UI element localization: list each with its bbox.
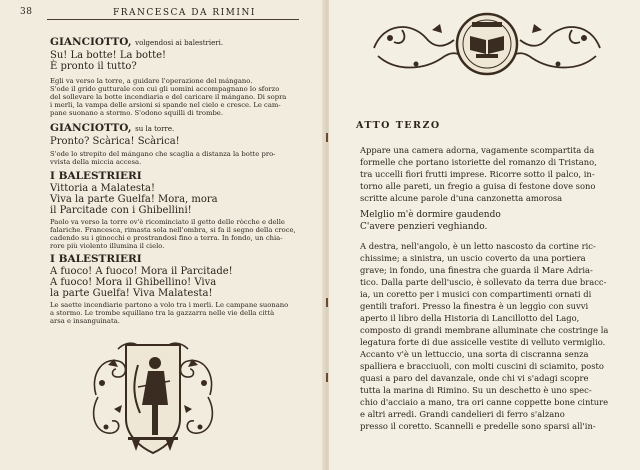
description-line: legatura forte di due assicelle vestite di velluto vermiglio. — [360, 337, 606, 347]
archer-vignette-illustration — [88, 335, 218, 460]
stage-direction-line: vvista della miccia accesa. — [50, 158, 142, 166]
description-line: scritte alcune parole d'una canzonetta amorosa — [360, 193, 563, 203]
description-line: torno alle pareti, un fregio a guisa di festone dove sono — [360, 181, 596, 191]
book-emblem-headpiece — [372, 8, 602, 80]
speaker-direction: volgendosi ai balestrieri. — [135, 39, 224, 47]
description-line: e altri arredi. Grandi candelieri di ferro s'alzano — [360, 409, 565, 419]
song-verse-line: C'avere penzieri veghiando. — [360, 222, 488, 232]
speaker-name: GIANCIOTTO, — [50, 122, 132, 134]
verse-line: A fuoco! A fuoco! Mora il Parcitade! — [50, 266, 233, 277]
description-line: A destra, nell'angolo, è un letto nascosto da cortine ric- — [360, 241, 596, 251]
description-line: Appare una camera adorna, vagamente scompartita da — [360, 145, 595, 155]
speaker-heading — [50, 36, 223, 48]
stage-direction-line: S'ode lo strepito del mángano che scaglia a distanza la botte pro- — [50, 150, 276, 158]
binding-mark — [326, 373, 328, 382]
speaker-direction: su la torre. — [135, 125, 175, 133]
description-line: chio d'acciaio a mano, tra ori canne coppette bone cinture — [360, 397, 609, 407]
description-line: ia, un coretto per i musici con compartimenti ornati di — [360, 289, 592, 299]
page-number: 38 — [20, 7, 33, 17]
verse-line: il Parcitade con i Ghibellini! — [50, 205, 192, 216]
description-line: presso il coretto. Scannelli e predelle sono sparsi all'in- — [360, 421, 596, 431]
stage-direction-line: a stormo. Le trombe squillano tra la gazzarra nelle vie della città — [50, 309, 275, 317]
description-line: gentili trafori. Presso la finestra è un leggìo con suvvi — [360, 301, 589, 311]
description-line: tutta la marina di Rimino. Su un deschetto è uno spec- — [360, 385, 592, 395]
description-line: tico. Dalla parte dell'uscio, è sollevato da terra due bracc- — [360, 277, 607, 287]
song-verse-line: Melglio m'è dormire gaudendo — [360, 210, 501, 220]
verse-line: A fuoco! Mora il Ghibellino! Viva — [50, 277, 217, 288]
description-line: tra uccelli fiori frutti imprese. Ricorre sotto il palco, in- — [360, 169, 595, 179]
speaker-heading — [50, 122, 174, 134]
stage-direction-line: i merli, la vampa delle arsioni si spande nel cielo e cresce. Le cam- — [50, 101, 281, 109]
stage-direction-line: rore più violento illumina il cielo. — [50, 242, 165, 250]
stage-direction-line: falariche. Francesca, rimasta sola nell'ombra, si fa il segno della croce, — [50, 226, 296, 234]
description-line: quasi a paro del davanzale, onde chi vi s'adagi scopre — [360, 373, 589, 383]
description-line: spalliera e bracciuoli, con molti cuscini di sciamito, posto — [360, 361, 604, 371]
stage-direction-line: S'ode il grido gutturale con cui gli uomini accompagnano lo sforzo — [50, 85, 280, 93]
verse-line: Vittoria a Malatesta! — [50, 183, 155, 194]
binding-mark — [326, 133, 328, 142]
description-line: aperto il libro della Historia di Lancillotto del Lago, — [360, 313, 580, 323]
stage-direction-line: Le saette incendiarie partono a volo tra i merli. Le campane suonano — [50, 301, 289, 309]
speaker-heading: I BALESTRIERI — [50, 253, 142, 265]
stage-direction-line: Paolo va verso la torre ov'è ricominciato il getto delle ròcche e delle — [50, 218, 285, 226]
verse-line: È pronto il tutto? — [50, 61, 137, 72]
stage-direction-line: cadendo su i ginocchi e prostrandosi fino a terra. In fondo, un chia- — [50, 234, 283, 242]
verse-line: Viva la parte Guelfa! Mora, mora — [50, 194, 218, 205]
stage-direction-line: del sollevare la botte incendiaria e del caricare il mángano. Di sopra — [50, 93, 287, 101]
header-rule — [47, 19, 299, 20]
speaker-heading: I BALESTRIERI — [50, 170, 142, 182]
description-line: formelle che portano istoriette del romanzo di Tristano, — [360, 157, 597, 167]
speaker-name: GIANCIOTTO, — [50, 36, 132, 48]
verse-line: Pronto? Scàrica! Scàrica! — [50, 136, 180, 147]
stage-direction-line: Egli va verso la torre, a guidare l'operazione del mángano. — [50, 77, 253, 85]
description-line: grave; in fondo, una finestra che guarda il Mare Adria- — [360, 265, 593, 275]
binding-mark — [326, 298, 328, 307]
running-head: FRANCESCA DA RIMINI — [113, 8, 256, 18]
right-page — [329, 0, 640, 470]
description-line: composto di grandi membrane alluminate che costringe la — [360, 325, 609, 335]
verse-line: la parte Guelfa! Viva Malatesta! — [50, 288, 213, 299]
verse-line: Su! La botte! La botte! — [50, 50, 167, 61]
description-line: Accanto v'è un lettuccio, una sorta di ciscranna senza — [360, 349, 589, 359]
act-title: ATTO TERZO — [356, 120, 441, 131]
stage-direction-line: pane suonano a stormo. S'odono squilli di trombe. — [50, 109, 223, 117]
stage-direction-line: arsa e insanguinata. — [50, 317, 120, 325]
description-line: chissime; a sinistra, un uscio coverto da una portiera — [360, 253, 586, 263]
